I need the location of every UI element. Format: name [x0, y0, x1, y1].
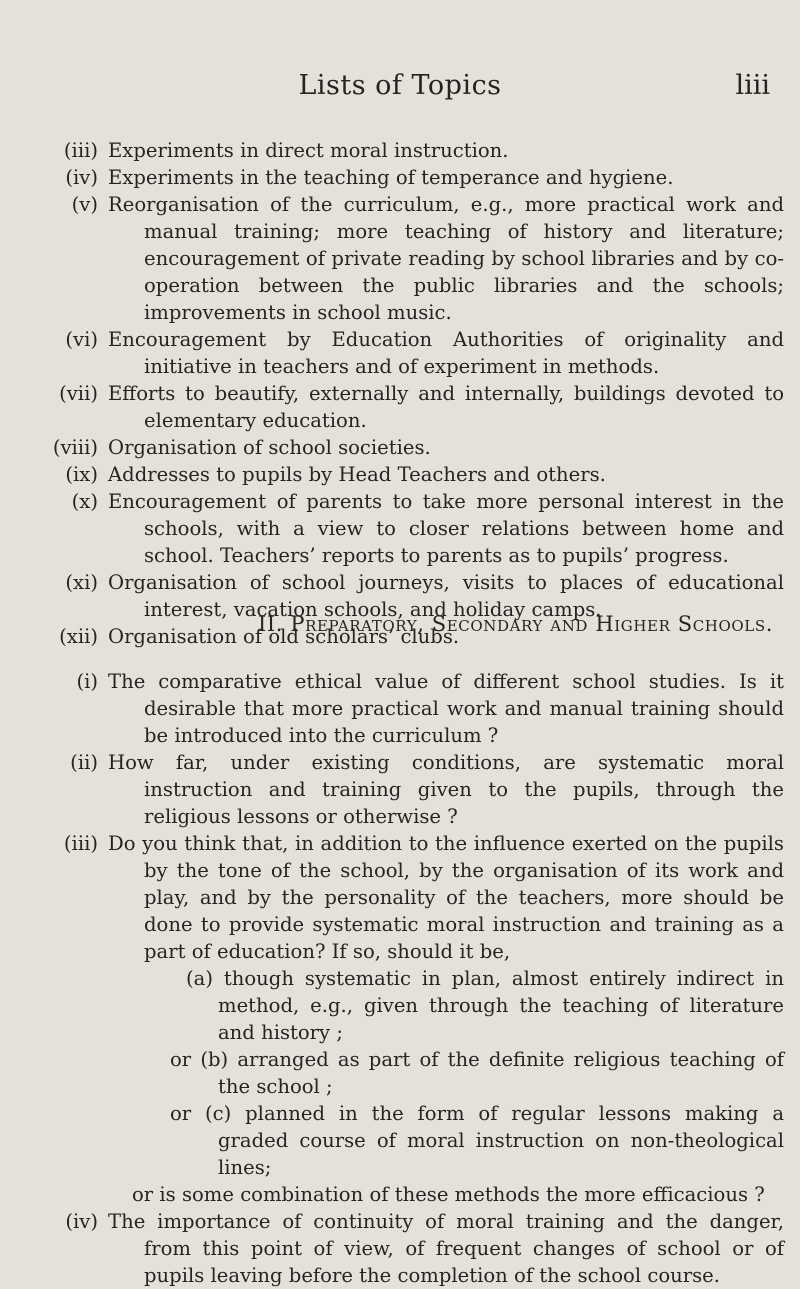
list-item	[0, 191, 800, 326]
item-text: Encouragement of parents to take more personal interest in the schools, with a view to closer relations between home and school. Teachers’ reports to parents as to pupils’ progress.	[108, 490, 784, 567]
item-text: The comparative ethical value of different school studies. Is it desirable that more practical work and manual training should be introduced into the curriculum ?	[108, 670, 784, 747]
item-number: (xi)	[65, 571, 98, 594]
item-number: (iii)	[63, 832, 98, 855]
page-number: liii	[735, 70, 770, 101]
item-number: (ix)	[65, 463, 98, 486]
sub-option-a: (a) though systematic in plan, almost entirely indirect in method, e.g., given through the teaching of literature and history ;	[186, 967, 784, 1044]
item-number: (iii)	[63, 139, 98, 162]
list-item	[0, 380, 800, 434]
item-number: (iv)	[65, 1210, 98, 1233]
item-number: (ii)	[70, 751, 98, 774]
running-title: Lists of Topics	[298, 70, 502, 101]
item-number: (x)	[71, 490, 98, 513]
item-body	[108, 830, 784, 1208]
item-text: Do you think that, in addition to the influence exerted on the pupils by the tone of the school, by the organisation of its work and play, and by the personality of the teachers, more should be done to provide systematic moral instruction and training as a part of education? If so, should it be,	[108, 832, 784, 963]
sub-option-tail: or is some combination of these methods the more efficacious ?	[132, 1183, 765, 1206]
sub-option-b: or (b) arranged as part of the definite religious teaching of the school ;	[170, 1048, 784, 1098]
item-text: Efforts to beautify, externally and internally, buildings devoted to elementary education.	[108, 382, 784, 432]
list-item	[0, 1208, 800, 1289]
item-number: (viii)	[52, 436, 98, 459]
item-text: Experiments in direct moral instruction.	[108, 139, 509, 162]
item-number: (i)	[76, 670, 98, 693]
item-text: Experiments in the teaching of temperance and hygiene.	[108, 166, 674, 189]
list-item	[0, 461, 800, 488]
item-text: Organisation of school journeys, visits to places of educational interest, vacation schools, and holiday camps.	[108, 571, 784, 621]
list-item	[0, 830, 800, 1208]
list-item	[0, 488, 800, 569]
item-text: The importance of continuity of moral training and the danger, from this point of view, of frequent changes of school or of pupils leaving before the completion of the school course.	[108, 1210, 784, 1287]
list-item	[0, 434, 800, 461]
item-number: (vi)	[65, 328, 98, 351]
item-text: Reorganisation of the curriculum, e.g., more practical work and manual training; more teaching of history and literature; encouragement of private reading by school libraries and by co-operation between the public libraries and the schools; improvements in school music.	[108, 193, 784, 324]
list-item	[0, 326, 800, 380]
sub-option-c: or (c) planned in the form of regular lessons making a graded course of moral instruction on non-theological lines;	[170, 1102, 784, 1179]
item-text: Addresses to pupils by Head Teachers and others.	[108, 463, 606, 486]
item-text: Organisation of old scholars’ clubs.	[108, 625, 460, 648]
page-header	[0, 70, 800, 110]
section-heading: II. Preparatory, Secondary and Higher Schools.	[258, 612, 773, 636]
topic-list-elementary	[0, 137, 800, 650]
item-number: (v)	[71, 193, 98, 216]
item-text: Organisation of school societies.	[108, 436, 431, 459]
item-number: (xii)	[59, 625, 98, 648]
list-item	[0, 749, 800, 830]
item-number: (iv)	[65, 166, 98, 189]
item-text: Encouragement by Education Authorities of originality and initiative in teachers and of experiment in methods.	[108, 328, 784, 378]
list-item	[0, 668, 800, 749]
list-item	[0, 164, 800, 191]
topic-list-secondary	[0, 668, 800, 1289]
list-item	[0, 137, 800, 164]
item-number: (vii)	[59, 382, 98, 405]
item-text: How far, under existing conditions, are systematic moral instruction and training given to the pupils, through the religious lessons or otherwise ?	[108, 751, 784, 828]
